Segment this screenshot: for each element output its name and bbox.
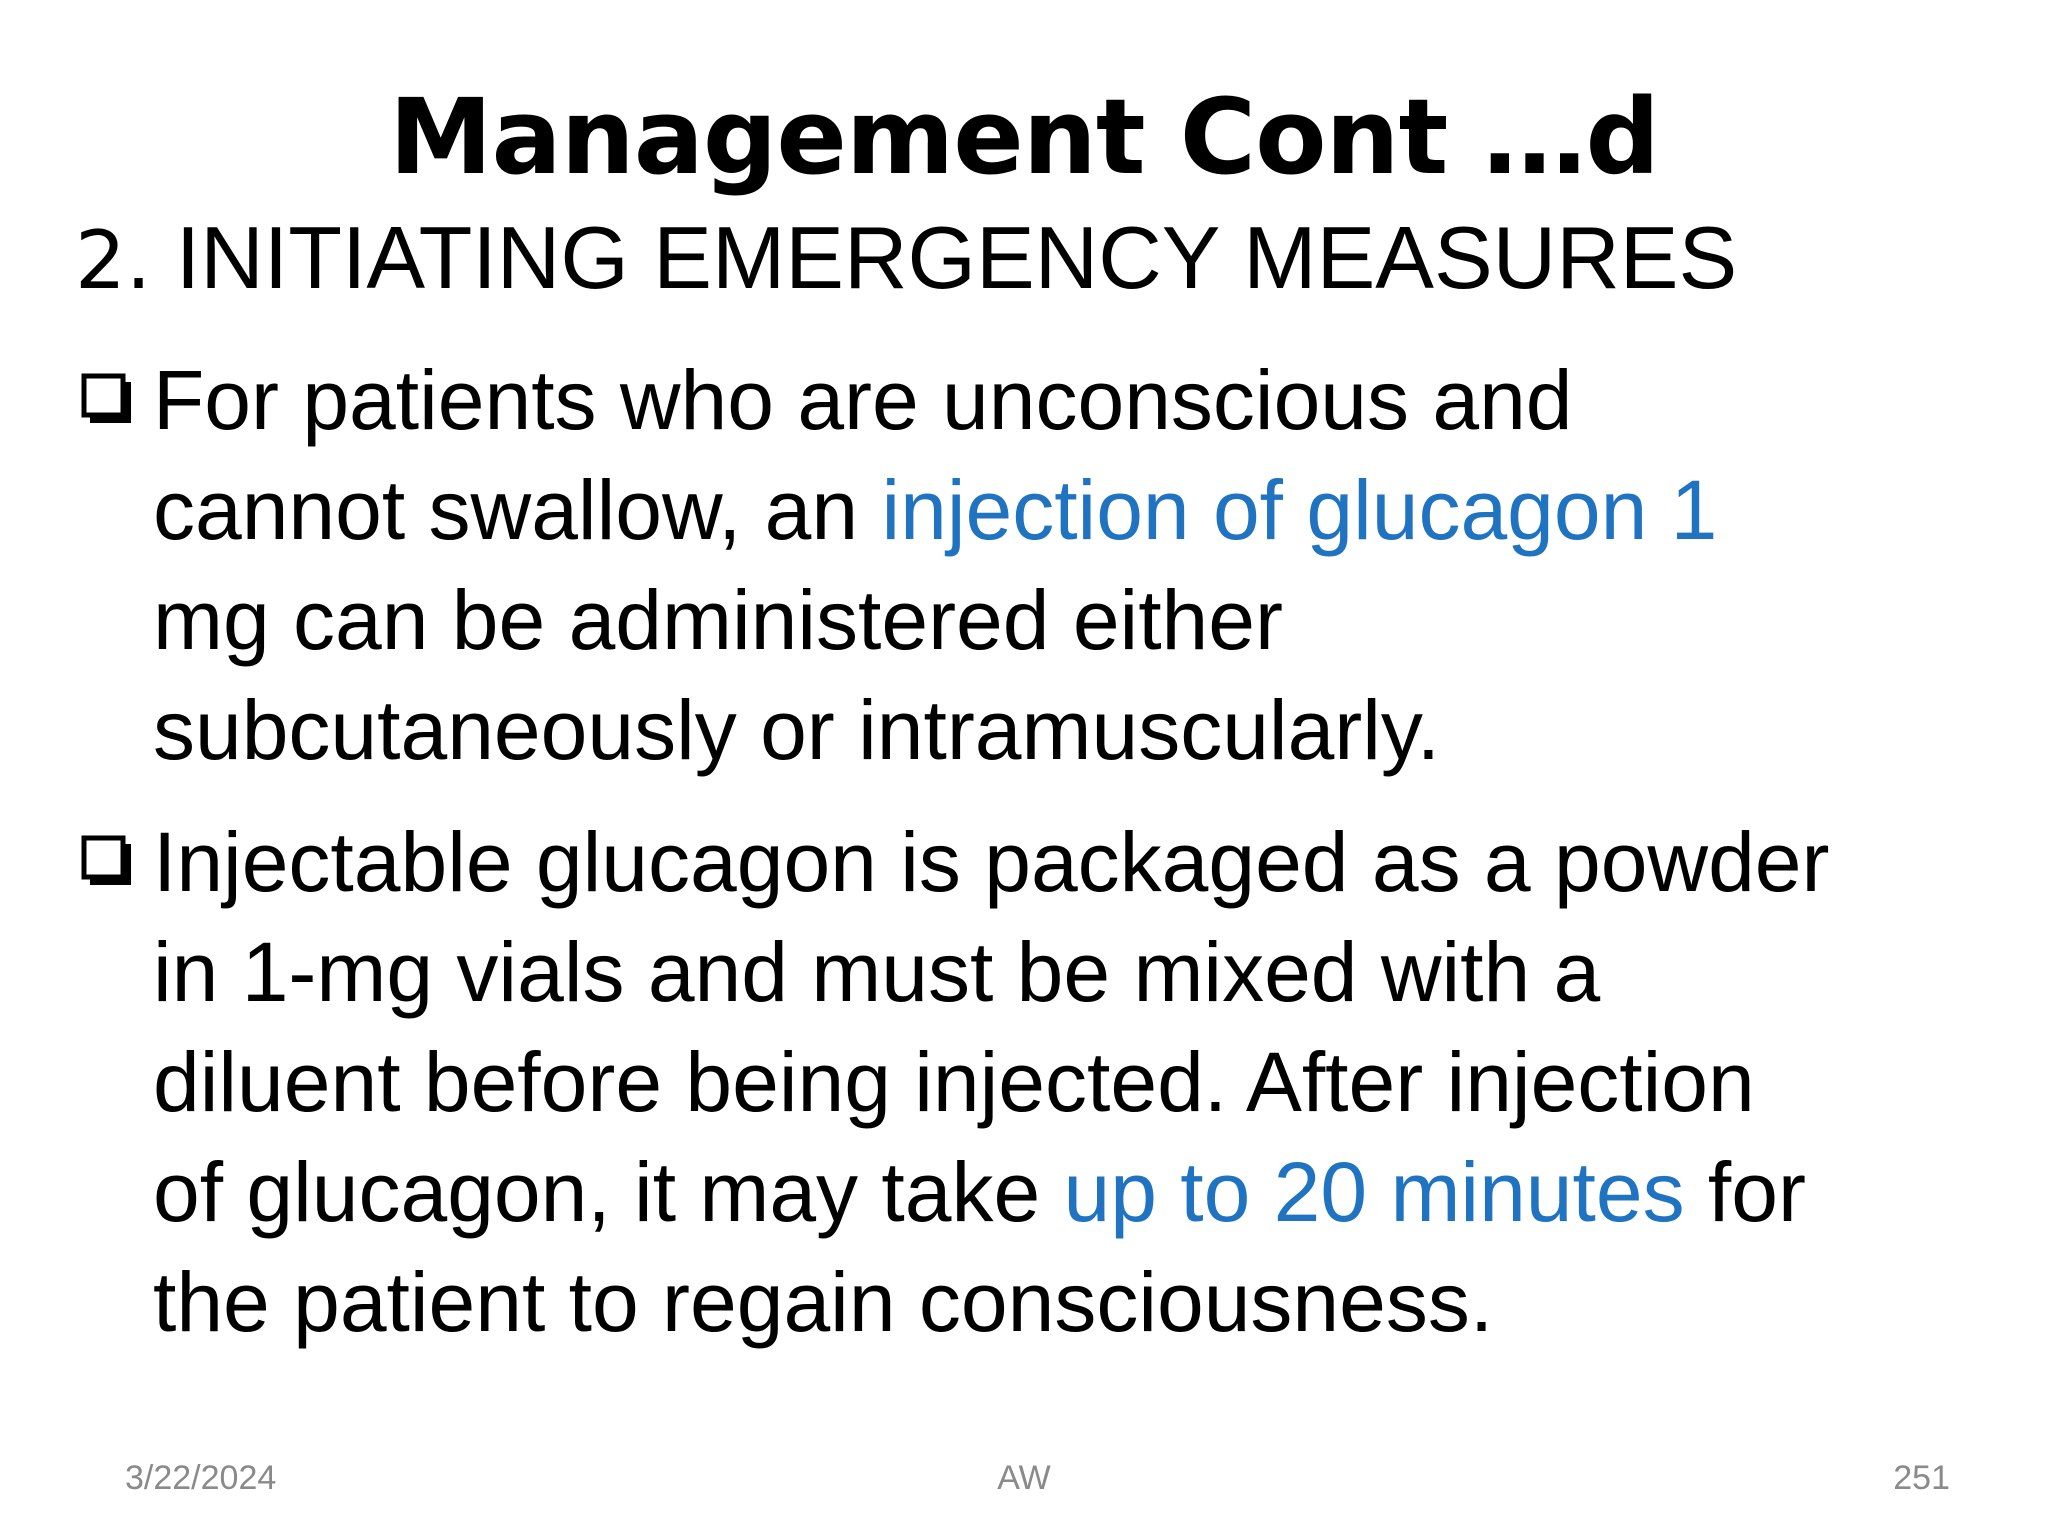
bullet-line	[153, 807, 2025, 917]
bullet-text: mg can be administered either	[153, 573, 1283, 667]
bullet-line	[153, 565, 2025, 675]
bullet-text: of glucagon, it may take	[153, 1145, 1064, 1239]
bullet-line	[153, 917, 2025, 1027]
bullet-text: the patient to regain consciousness.	[153, 1255, 1494, 1349]
bullet-text: for	[1684, 1145, 1806, 1239]
bullet-line	[153, 455, 2025, 565]
bullet-line	[153, 1247, 2025, 1357]
highlighted-text: up to 20 minutes	[1063, 1145, 1685, 1239]
bullet-item	[75, 807, 2025, 1357]
bullet-item	[75, 345, 2025, 785]
footer-date: 3/22/2024	[125, 1459, 277, 1497]
bullet-list	[75, 345, 2025, 1379]
footer-page-number: 251	[1893, 1459, 1950, 1497]
bullet-text: For patients who are unconscious and	[153, 353, 1573, 447]
checkbox-square-icon	[81, 373, 133, 425]
bullet-line	[153, 1137, 2025, 1247]
bullet-text: subcutaneously or intramuscularly.	[153, 683, 1441, 777]
bullet-text: in 1-mg vials and must be mixed with a	[153, 925, 1601, 1019]
bullet-line	[153, 1027, 2025, 1137]
bullet-text: cannot swallow, an	[153, 463, 882, 557]
section-number: 2.	[75, 214, 152, 307]
bullet-line	[153, 345, 2025, 455]
section-heading	[75, 208, 1737, 311]
slide-title: Management Cont …d	[389, 76, 1659, 198]
section-heading-text: INITIATING EMERGENCY MEASURES	[151, 208, 1738, 307]
bullet-line	[153, 675, 2025, 785]
footer-author: AW	[997, 1459, 1051, 1497]
bullet-text: diluent before being injected. After injection	[153, 1035, 1755, 1129]
highlighted-text: injection of glucagon 1	[881, 463, 1718, 557]
checkbox-square-icon	[81, 835, 133, 887]
bullet-text: Injectable glucagon is packaged as a powder	[153, 815, 1830, 909]
